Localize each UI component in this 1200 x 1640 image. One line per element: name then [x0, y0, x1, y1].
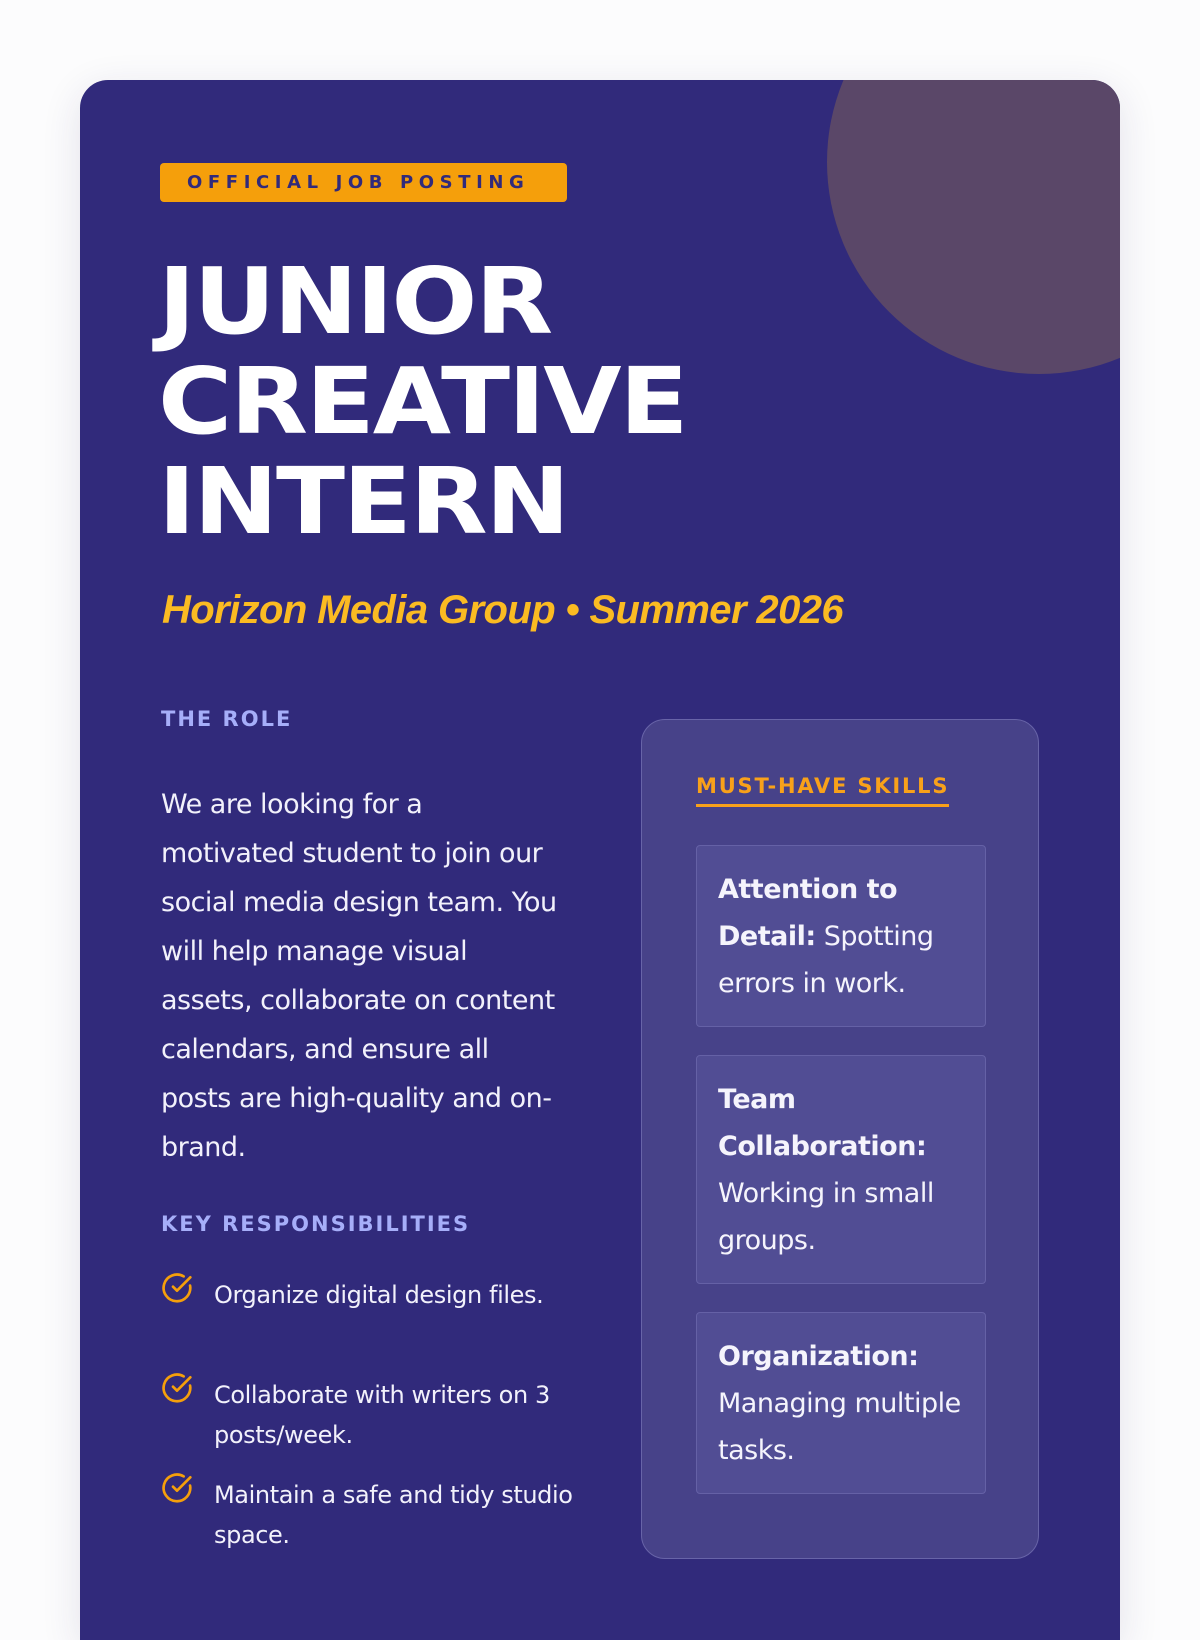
check-circle-icon: [161, 1472, 193, 1504]
skill-card: [696, 845, 986, 1027]
role-heading: THE ROLE: [161, 707, 293, 731]
responsibilities-list: [161, 1275, 573, 1575]
job-title-line: CREATIVE: [158, 348, 687, 455]
job-title: [158, 248, 687, 555]
skill-name: Organization:: [718, 1341, 919, 1372]
responsibility-item: [161, 1475, 573, 1575]
responsibility-text: Maintain a safe and tidy studio space.: [214, 1481, 573, 1549]
job-title-line: JUNIOR: [158, 248, 551, 355]
skill-description: Managing multiple tasks.: [718, 1388, 961, 1466]
job-title-line: INTERN: [158, 448, 568, 555]
skill-description: Working in small groups.: [718, 1178, 934, 1256]
must-have-skills-panel: [641, 719, 1039, 1559]
responsibility-text: Collaborate with writers on 3 posts/week.: [214, 1381, 550, 1449]
check-circle-icon: [161, 1372, 193, 1404]
skill-name: Attention to Detail:: [718, 874, 898, 952]
responsibility-text: Organize digital design files.: [214, 1281, 544, 1309]
responsibility-item: [161, 1275, 561, 1375]
official-posting-badge: OFFICIAL JOB POSTING: [160, 163, 567, 202]
responsibility-item: [161, 1375, 561, 1475]
skill-description: Spotting errors in work.: [718, 921, 934, 999]
skills-heading: MUST-HAVE SKILLS: [696, 773, 949, 807]
skill-name: Team Collaboration:: [718, 1084, 927, 1162]
skill-card: [696, 1312, 986, 1494]
company-and-term: Horizon Media Group • Summer 2026: [162, 588, 844, 632]
role-description: We are looking for a motivated student to join our social media design team. You will help manage visual assets, collaborate on content calendars, and ensure all posts are high-quality and on-brand.: [161, 789, 557, 1163]
skill-card: [696, 1055, 986, 1284]
decorative-circle: [827, 80, 1120, 374]
job-posting-card: [80, 80, 1120, 1640]
check-circle-icon: [161, 1272, 193, 1304]
responsibilities-heading: KEY RESPONSIBILITIES: [161, 1212, 471, 1236]
